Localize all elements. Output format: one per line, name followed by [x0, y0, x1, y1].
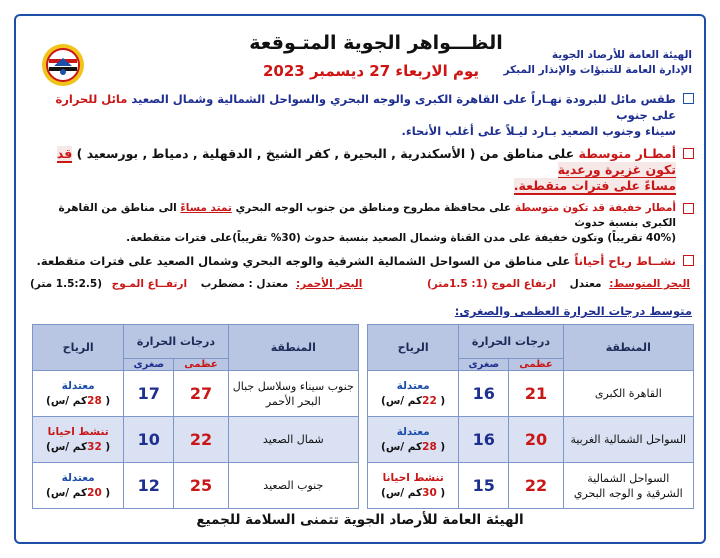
sea-red-state: معتدل : مضطرب: [200, 278, 289, 290]
bullet-rain-moderate: [30, 146, 694, 194]
wind-speed-open: (: [436, 394, 446, 407]
bullet-rain-moderate-regions: على مناطق من ( الأسكندرية , البحيرة , كفر الشيخ , الدقهلية , دمياط , بورسعيد ): [76, 146, 575, 161]
sea-mediterranean: [421, 278, 690, 290]
wind-state: معتدلة: [61, 471, 95, 484]
bullet-weather: [30, 91, 694, 139]
sea-red-height: (1.5:2.5 متر): [30, 278, 102, 290]
max-temp-cell: 22: [509, 463, 563, 509]
table-row: [33, 417, 359, 463]
wind-speed-unit: كم /س): [381, 486, 423, 499]
min-temp-cell: 16: [459, 371, 509, 417]
table-row: [33, 371, 359, 417]
bullet-weather-text: طقس مائل للبرودة نهـاراً على القاهرة الكبرى والوجه البحري والسواحل الشمالية وشمال الصعيد: [131, 92, 676, 106]
bullet-rain-heavy: قد تكون غزيرة ورعدية: [56, 146, 676, 177]
sea-med-wave: ارتفاع الموج (1: 1.5متر): [426, 278, 556, 290]
region-cell: جنوب سيناء وسلاسل جبال البحر الأحمر: [228, 371, 358, 417]
min-temp-cell: 10: [124, 417, 174, 463]
bullet-wind: [30, 253, 694, 269]
wind-speed-unit: كم /س): [381, 394, 423, 407]
wind-speed-unit: كم /س): [46, 486, 88, 499]
col-region: المنطقة: [563, 325, 693, 371]
wind-speed: [33, 440, 123, 455]
wind-speed-open: (: [101, 394, 111, 407]
region-cell: القاهرة الكبرى: [563, 371, 693, 417]
sea-med-state: معتدل: [569, 278, 602, 290]
wind-state: معتدلة: [396, 425, 430, 438]
col-temp: درجات الحرارة: [459, 325, 563, 359]
sea-red-label: البحر الأحمر:: [295, 278, 363, 290]
footer-message: الهيئة العامة للأرصاد الجوية تتمنى السلامة للجميع: [196, 512, 524, 528]
table-row: [368, 463, 694, 509]
bullet-rain-moderate-lead: أمطـار متوسطة: [578, 146, 676, 161]
wind-speed-value: 20: [87, 486, 102, 499]
wind-state: معتدلة: [396, 379, 430, 392]
temperature-table-left: [32, 324, 359, 509]
region-cell: السواحل الشمالية الشرقية و الوجه البحري: [563, 463, 693, 509]
wind-speed-value: 28: [87, 394, 102, 407]
bullet-rain-light-extend: تمتد مساءً: [180, 202, 232, 214]
bullet-wind-body: على مناطق من السواحل الشمالية الشرقية والوجه البحري وشمال الصعيد على فترات متقطعة.: [36, 254, 571, 268]
wind-cell: [368, 417, 459, 463]
col-min: صغرى: [459, 359, 509, 371]
checkbox-icon: [683, 93, 694, 104]
wind-speed-unit: كم /س): [381, 440, 423, 453]
col-region: المنطقة: [228, 325, 358, 371]
wind-speed: [368, 440, 458, 455]
bullet-rain-light-body: على محافظة مطروح ومناطق من جنوب الوجه البحري: [235, 202, 512, 214]
forecast-bullets: [30, 91, 694, 276]
col-max: عظمى: [174, 359, 228, 371]
checkbox-icon: [683, 148, 694, 159]
temperature-tables: [32, 324, 694, 502]
col-wind: الرياح: [368, 325, 459, 371]
table-row: [368, 371, 694, 417]
page-title: الظـــواهر الجوية المتـوقعة: [249, 32, 503, 54]
wind-speed-open: (: [436, 440, 446, 453]
wind-speed: [33, 394, 123, 409]
forecast-date: يوم الاربعاء 27 ديسمبر 2023: [262, 62, 479, 80]
wind-state: تنشط احيانا: [382, 471, 444, 484]
wind-state: معتدلة: [61, 379, 95, 392]
wind-speed-value: 30: [422, 486, 437, 499]
bullet-wind-lead: نشــاط رياح أحياناً: [574, 254, 676, 268]
max-temp-cell: 20: [509, 417, 563, 463]
bullet-rain-light-lead: أمطار خفيفة قد تكون متوسطة: [514, 202, 676, 214]
wind-cell: [368, 371, 459, 417]
wind-speed: [368, 486, 458, 501]
wind-speed-value: 28: [422, 440, 437, 453]
agency-name: الهيئة العامة للأرصاد الجوية: [551, 49, 692, 61]
col-max: عظمى: [509, 359, 563, 371]
sea-state: [30, 278, 690, 294]
bullet-weather-night: سيناء وجنوب الصعيد بـارد ليـلاً على أغلب الأنحاء.: [401, 124, 676, 138]
region-cell: شمال الصعيد: [228, 417, 358, 463]
wind-speed-value: 32: [87, 440, 102, 453]
min-temp-cell: 15: [459, 463, 509, 509]
col-min: صغرى: [124, 359, 174, 371]
max-temp-cell: 21: [509, 371, 563, 417]
wind-speed-open: (: [436, 486, 446, 499]
max-temp-cell: 22: [174, 417, 228, 463]
max-temp-cell: 27: [174, 371, 228, 417]
wind-cell: [33, 371, 124, 417]
bullet-rain-light-probability: (40% تقريباً) وتكون خفيفة على مدن القناة وشمال الصعيد بنسبة حدوث (30% تقريباً)على فترات متقطعة.: [126, 232, 676, 244]
col-wind: الرياح: [33, 325, 124, 371]
temperature-table-right: [367, 324, 694, 509]
wind-speed-value: 22: [422, 394, 437, 407]
region-cell: جنوب الصعيد: [228, 463, 358, 509]
wind-speed-open: (: [101, 486, 111, 499]
ema-logo-icon: [40, 42, 86, 88]
checkbox-icon: [683, 203, 694, 214]
region-cell: السواحل الشمالية الغربية: [563, 417, 693, 463]
wind-state: تنشط احيانا: [47, 425, 109, 438]
sea-red: [30, 278, 362, 290]
agency-department: الإدارة العامة للتنبؤات والإنذار المبكر: [503, 64, 692, 76]
max-temp-cell: 25: [174, 463, 228, 509]
agency-block: [504, 48, 692, 78]
wind-cell: [33, 417, 124, 463]
wind-speed: [368, 394, 458, 409]
min-temp-cell: 12: [124, 463, 174, 509]
table-row: [368, 417, 694, 463]
min-temp-cell: 17: [124, 371, 174, 417]
wind-speed-unit: كم /س): [46, 394, 88, 407]
bullet-weather-hot: مائل للحرارة: [55, 92, 128, 106]
wind-cell: [33, 463, 124, 509]
table-row: [33, 463, 359, 509]
header: [16, 22, 704, 90]
bullet-rain-light: [30, 201, 694, 246]
sea-red-wave: ارتفــاع المـوج: [111, 278, 188, 290]
bullet-rain-light-body2: الى مناطق من القاهرة الكبرى بنسبة حدوث: [58, 202, 676, 229]
wind-cell: [368, 463, 459, 509]
min-temp-cell: 16: [459, 417, 509, 463]
bullet-weather-tail: على جنوب: [616, 108, 676, 122]
checkbox-icon: [683, 255, 694, 266]
wind-speed-open: (: [101, 440, 111, 453]
wind-speed-unit: كم /س): [46, 440, 88, 453]
col-temp: درجات الحرارة: [124, 325, 228, 359]
forecast-sheet: [14, 14, 706, 544]
table-title: متوسط درجات الحرارة العظمى والصغرى:: [454, 304, 692, 318]
wind-speed: [33, 486, 123, 501]
bullet-rain-moderate-tail: مساءً على فترات متقطعة.: [513, 178, 676, 193]
sea-med-label: البحر المتوسط:: [609, 278, 690, 290]
